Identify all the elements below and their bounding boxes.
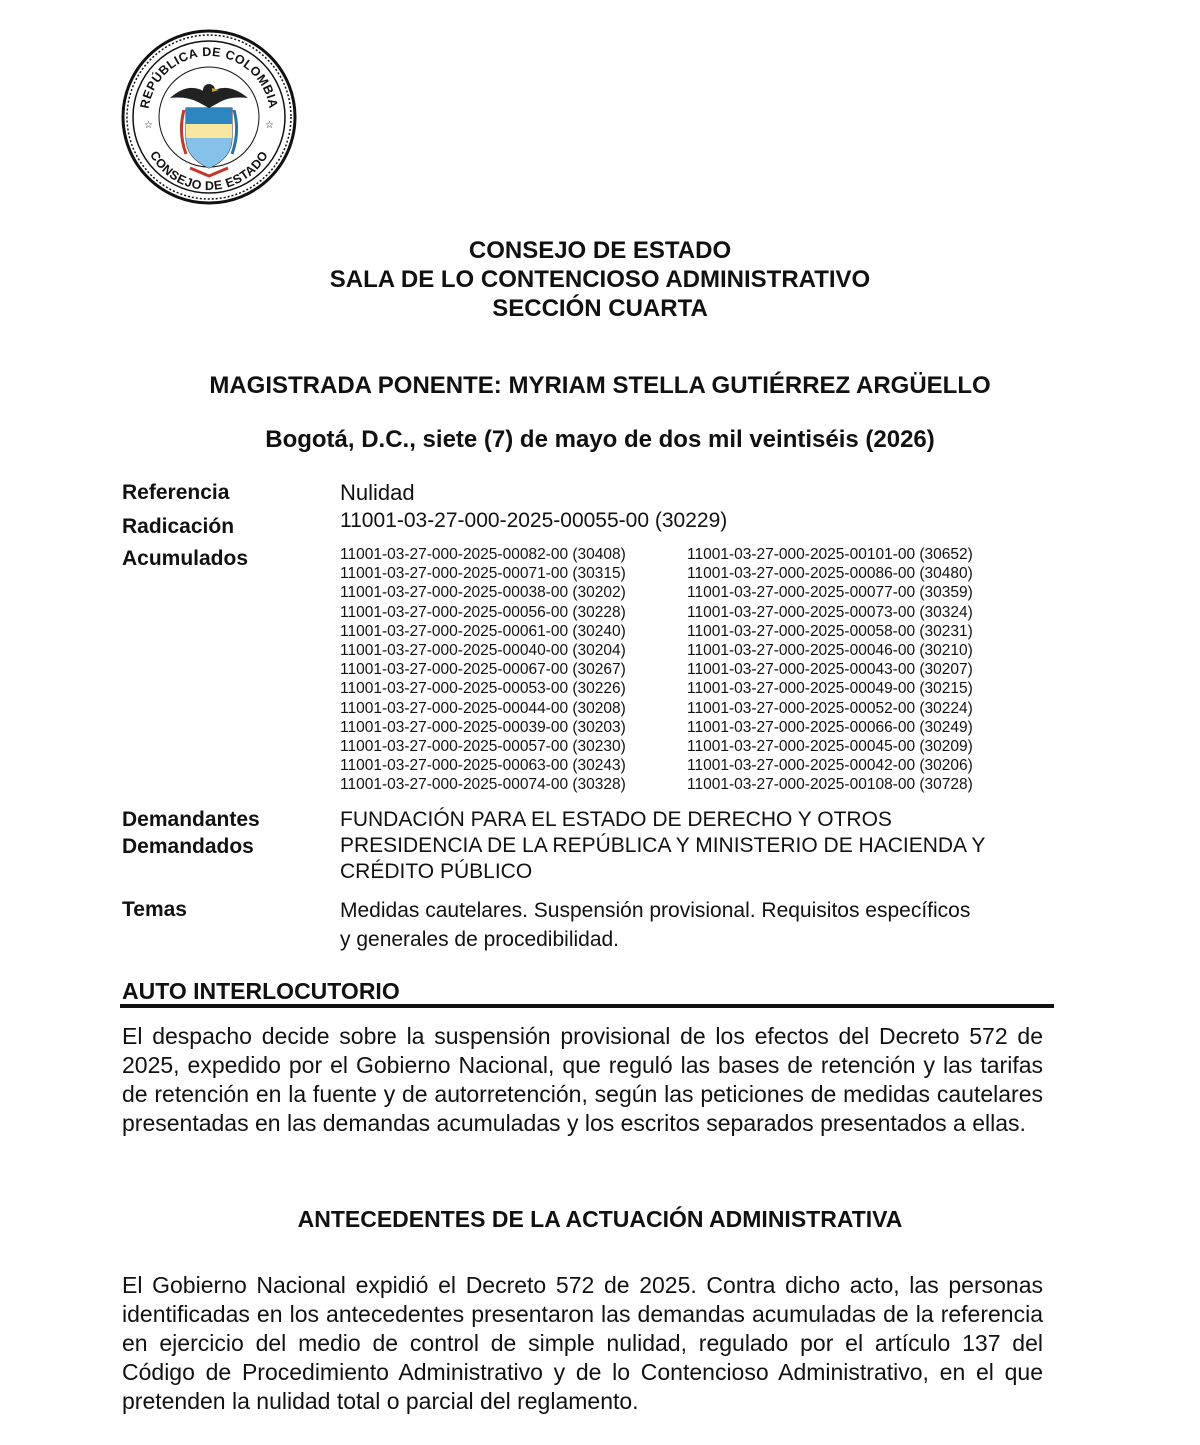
demandados-label: Demandados <box>122 835 254 858</box>
acumulado-item: 11001-03-27-000-2025-00073-00 (30324) <box>687 603 973 621</box>
court-section: SECCIÓN CUARTA <box>492 295 708 322</box>
acumulados-label: Acumulados <box>122 547 249 570</box>
acumulado-item: 11001-03-27-000-2025-00049-00 (30215) <box>687 680 973 698</box>
acumulado-item: 11001-03-27-000-2025-00077-00 (30359) <box>687 584 973 602</box>
antecedentes-title: ANTECEDENTES DE LA ACTUACIÓN ADMINISTRATIVA <box>297 1206 903 1232</box>
acumulado-item: 11001-03-27-000-2025-00066-00 (30249) <box>687 718 973 736</box>
acumulado-item: 11001-03-27-000-2025-00058-00 (30231) <box>687 622 973 640</box>
demandados-value-line: PRESIDENCIA DE LA REPÚBLICA Y MINISTERIO DE HACIENDA Y <box>340 834 986 857</box>
court-name: CONSEJO DE ESTADO <box>468 237 732 264</box>
acumulado-item: 11001-03-27-000-2025-00057-00 (30230) <box>340 738 626 756</box>
acumulado-item: 11001-03-27-000-2025-00067-00 (30267) <box>340 661 626 679</box>
acumulado-item: 11001-03-27-000-2025-00101-00 (30652) <box>687 546 973 563</box>
acumulado-item: 11001-03-27-000-2025-00053-00 (30226) <box>340 680 626 698</box>
acumulados-list-left <box>340 545 626 795</box>
acumulado-item: 11001-03-27-000-2025-00040-00 (30204) <box>340 642 626 660</box>
demandados-value <box>340 833 985 885</box>
date-line: Bogotá, D.C., siete (7) de mayo de dos mil veintiséis (2026) <box>265 426 935 453</box>
acumulados-list-right <box>687 545 973 795</box>
consejo-de-estado-seal <box>120 28 298 206</box>
magistrate-line: MAGISTRADA PONENTE: MYRIAM STELLA GUTIÉRREZ ARGÜELLO <box>209 372 991 399</box>
demandados-value-line: CRÉDITO PÚBLICO <box>340 860 533 883</box>
svg-text:☆: ☆ <box>265 120 274 131</box>
acumulado-item: 11001-03-27-000-2025-00044-00 (30208) <box>340 699 626 717</box>
acumulado-item: 11001-03-27-000-2025-00082-00 (30408) <box>340 546 626 563</box>
acumulado-item: 11001-03-27-000-2025-00052-00 (30224) <box>687 699 973 717</box>
auto-interlocutorio-title: AUTO INTERLOCUTORIO <box>122 978 400 1004</box>
seal-text-bottom: CONSEJO DE ESTADO <box>147 148 271 194</box>
demandantes-value: FUNDACIÓN PARA EL ESTADO DE DERECHO Y OTROS <box>340 808 892 831</box>
acumulado-item: 11001-03-27-000-2025-00046-00 (30210) <box>687 642 973 660</box>
acumulado-item: 11001-03-27-000-2025-00074-00 (30328) <box>340 776 626 794</box>
temas-value-line: y generales de procedibilidad. <box>340 928 620 951</box>
acumulado-item: 11001-03-27-000-2025-00063-00 (30243) <box>340 757 626 775</box>
acumulado-item: 11001-03-27-000-2025-00056-00 (30228) <box>340 603 626 621</box>
demandantes-label: Demandantes <box>122 808 260 831</box>
acumulado-item: 11001-03-27-000-2025-00038-00 (30202) <box>340 584 626 602</box>
radicacion-label: Radicación <box>122 515 235 538</box>
acumulado-item: 11001-03-27-000-2025-00086-00 (30480) <box>687 565 973 583</box>
referencia-value: Nulidad <box>340 480 415 505</box>
court-header <box>0 236 1200 323</box>
section-divider <box>120 1004 1054 1008</box>
temas-value <box>340 896 970 954</box>
acumulado-item: 11001-03-27-000-2025-00039-00 (30203) <box>340 718 626 736</box>
seal-text-top: REPÚBLICA DE COLOMBIA <box>137 44 281 110</box>
acumulado-item: 11001-03-27-000-2025-00108-00 (30728) <box>687 776 973 794</box>
radicacion-value: 11001-03-27-000-2025-00055-00 (30229) <box>340 509 728 532</box>
temas-value-line: Medidas cautelares. Suspensión provisional. Requisitos específicos <box>340 899 971 922</box>
acumulado-item: 11001-03-27-000-2025-00043-00 (30207) <box>687 661 973 679</box>
auto-interlocutorio-body: El despacho decide sobre la suspensión provisional de los efectos del Decreto 572 de 2025, expedido por el Gobierno Nacional, que reguló las bases de retención y las tarifas de retención en la fuente y de autorretención, según las peticiones de medidas cautelares presentadas en las demandas acumuladas y los escritos separados presentados a ellas. <box>122 1023 1043 1136</box>
acumulado-item: 11001-03-27-000-2025-00061-00 (30240) <box>340 622 626 640</box>
antecedentes-body: El Gobierno Nacional expidió el Decreto 572 de 2025. Contra dicho acto, las personas identificadas en los antecedentes presentaron las demandas acumuladas de la referencia en ejercicio del medio de control de simple nulidad, regulado por el artículo 137 del Código de Procedimiento Administrativo y de lo Contencioso Administrativo, en el que pretenden la nulidad total o parcial del reglamento. <box>122 1272 1043 1414</box>
acumulado-item: 11001-03-27-000-2025-00071-00 (30315) <box>340 565 626 583</box>
acumulado-item: 11001-03-27-000-2025-00045-00 (30209) <box>687 738 973 756</box>
acumulado-item: 11001-03-27-000-2025-00042-00 (30206) <box>687 757 973 775</box>
referencia-label: Referencia <box>122 481 230 504</box>
temas-label: Temas <box>122 898 187 921</box>
svg-text:☆: ☆ <box>144 120 153 131</box>
court-chamber: SALA DE LO CONTENCIOSO ADMINISTRATIVO <box>329 266 871 293</box>
